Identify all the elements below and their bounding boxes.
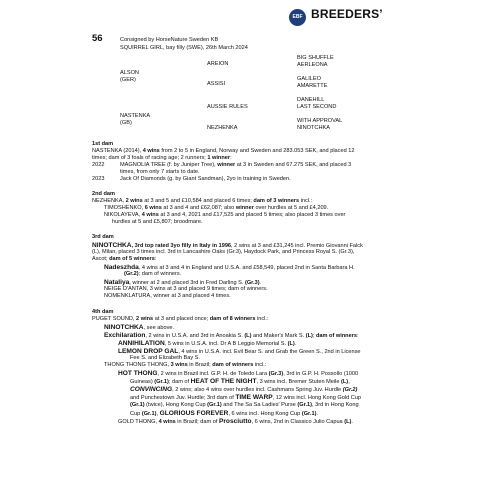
sss: BIG SHUFFLE: [297, 55, 334, 61]
fourth-dam-offspring: Exchilaration, 2 wins in U.S.A. and 3rd in Anoakia S. (L) and Maker's Mark S. (L); dam of winners:: [104, 332, 359, 339]
dds: WITH APPROVAL: [297, 118, 343, 124]
sire-sire: AREION: [207, 61, 229, 67]
produce-year: 2023: [92, 176, 105, 182]
third-dam-offspring: NOMENKLATURA, winner at 3 and placed 4 times.: [104, 293, 231, 299]
ssd: AERLEONA: [297, 62, 328, 68]
fourth-dam-offspring: THONG THONG THONG, 3 wins in Brazil; dam of winners incl.:: [104, 362, 267, 368]
dsd: LAST SECOND: [297, 104, 337, 110]
third-dam-heading: 3rd dam: [92, 234, 114, 240]
third-dam-line: (L), Milan, placed 3 times incl. 3rd in Lancashire Oaks (Gr.3), Haydock Park, and Princess Royal S. (Gr.3),: [92, 249, 355, 255]
third-dam-offspring: Nataliya, winner at 2 and placed 3rd in Fred Darling S. (Gr.3).: [104, 279, 262, 286]
first-dam-line: NASTENKA (2014), 4 wins from 2 to 5 in England, Norway and Sweden and 283.053 SEK, and placed 12: [92, 148, 355, 154]
first-dam-line: times; dam of 3 foals of racing age; 2 runners; 1 winner:: [92, 155, 232, 161]
fourth-dam-grandchild: GOLD THONG, 4 wins in Brazil; dam of Prosciutto, 6 wins, 2nd in Classico Julio Capua (L).: [118, 418, 353, 425]
second-dam-offspring: TIMOSHENKO, 6 wins at 3 and 4 and £62,087; also winner over hurdles at 5 and £4,209.: [104, 205, 329, 211]
sire-dam: ASSISI: [207, 81, 226, 87]
second-dam-offspring: NIKOLAYEVA, 4 wins at 3 and 4, 2021 and £17,525 and placed 5 times; also placed 3 times over: [104, 212, 346, 218]
fourth-dam-grandchild-cont: Guineas) (Gr.1); dam of HEAT OF THE NIGHT, 3 wins incl. Bremer Stuten Meile (L),: [130, 378, 350, 385]
sire-country: (GER): [120, 77, 136, 83]
fourth-dam-line: PUGET SOUND, 2 wins at 3 and placed once; dam of 8 winners incl.:: [92, 316, 269, 322]
lot-description: SQUIRREL GIRL, bay filly (SWE), 26th March 2024: [120, 45, 248, 51]
third-dam-line: Ascot; dam of 5 winners:: [92, 256, 157, 262]
logo-text: EBF: [292, 14, 303, 20]
fourth-dam-grandchild-cont: and Punchestown Juv. Hurdle; 3rd dam of TIME WARP, 12 wins incl. Hong Kong Gold Cup: [130, 394, 361, 401]
ddd: NINOTCHKA: [297, 125, 330, 131]
dam-sire: AUSSIE RULES: [207, 104, 248, 110]
fourth-dam-grandchild-cont: CONVINCING, 2 wins; also 4 wins over hurdles incl. Cashmans Spring Juv. Hurdle (Gr.2): [130, 386, 358, 393]
second-dam-line: NEZHENKA, 2 wins at 3 and 5 and £10,584 and placed 6 times; dam of 3 winners incl.:: [92, 198, 313, 204]
fourth-dam-grandchild-cont: Fee S. and Elizabeth Bay S.: [130, 355, 200, 361]
ebf-logo: [289, 9, 306, 26]
fourth-dam-grandchild: ANNIHILATION, 5 wins in U.S.A. incl. Dr A B Leggio Memorial S. (L).: [118, 340, 297, 347]
fourth-dam-offspring: NINOTCHKA, see above.: [104, 324, 175, 331]
third-dam-offspring: Nadeszhda, 4 wins at 3 and 4 in England and U.S.A. and £58,549, placed 2nd in Santa Barbara H.: [104, 264, 355, 271]
first-dam-heading: 1st dam: [92, 141, 114, 147]
dss: DANEHILL: [297, 97, 325, 103]
produce-entry: MAGNOLIA TREE (f. by Juniper Tree), winner at 3 in Sweden and 67.275 SEK, and placed 3: [120, 162, 352, 168]
sds: GALILEO: [297, 76, 321, 82]
fourth-dam-grandchild-cont: (Gr.1) (twice), Hong Kong Cup (Gr.1) and The Sa Sa Ladies' Purse (Gr.1), 3rd in Hong Kong: [130, 402, 359, 408]
fourth-dam-heading: 4th dam: [92, 309, 114, 315]
fourth-dam-grandchild: HOT THONG, 2 wins in Brazil incl. G.P. H. de Toledo Lara (Gr.3), 3rd in G.P. H. Possollo (1000: [118, 370, 359, 377]
produce-entry-cont: times, from only 7 starts to date.: [120, 169, 200, 175]
dam-dam: NEZHENKA: [207, 125, 238, 131]
third-dam-offspring-cont: (Gr.2); dam of winners.: [124, 271, 182, 277]
dam: NASTENKA: [120, 113, 151, 119]
lot-number: 56: [92, 33, 103, 44]
fourth-dam-grandchild-cont: Cup (Gr.1), GLORIOUS FOREVER, 6 wins incl. Hong Kong Cup (Gr.1).: [130, 410, 319, 417]
second-dam-heading: 2nd dam: [92, 191, 116, 197]
third-dam-offspring: NEIGE D'ANTAN, 3 wins at 3 and placed 9 times; dam of winners.: [104, 286, 268, 292]
sdd: AMARETTE: [297, 83, 328, 89]
produce-entry: Jack Of Diamonds (g. by Giant Sandman), 2yo in training in Sweden.: [120, 176, 291, 182]
second-dam-offspring-cont: hurdles at 5 and £5,807; broodmare.: [112, 219, 203, 225]
third-dam-line: NINOTCHKA, 3rd top rated 3yo filly in Italy in 1996, 2 wins at 3 and £31,245 incl. Premio Giovanni Falck: [92, 242, 363, 249]
sire: ALSON: [120, 70, 139, 76]
consignor: Consigned by HorseNature Sweden KB: [120, 37, 219, 43]
dam-country: (GB): [120, 120, 132, 126]
fourth-dam-grandchild: LEMON DROP GAL, 4 wins in U.S.A. incl. Evil Bear S. and Grab the Green S., 2nd in License: [118, 348, 361, 355]
produce-year: 2022: [92, 162, 105, 168]
brand-name: BREEDERS’: [311, 7, 383, 21]
